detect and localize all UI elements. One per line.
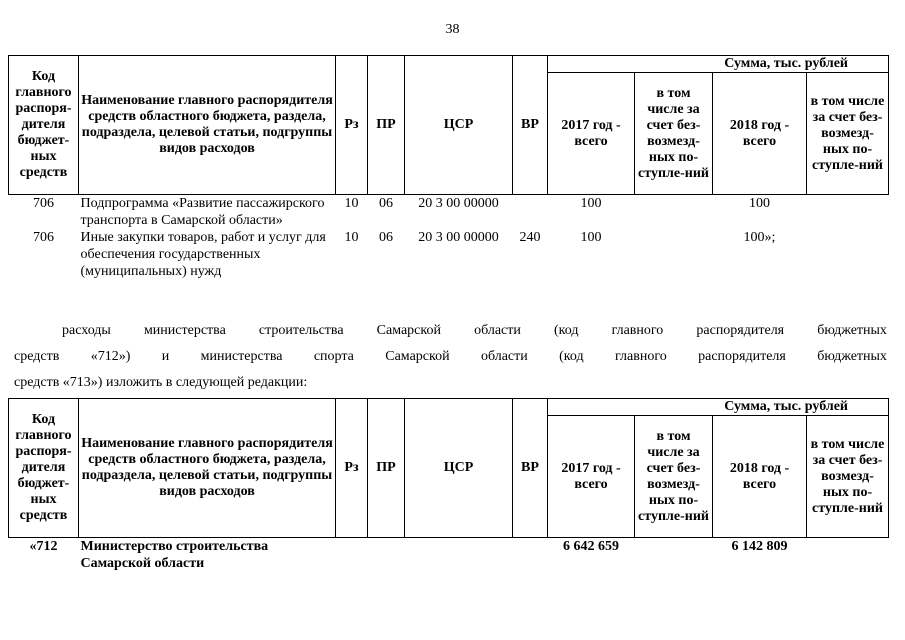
header-2018-total: 2018 год - всего [713,416,807,538]
header-rz: Рз [336,399,368,538]
header-rz: Рз [336,56,368,195]
header-vr: ВР [513,399,548,538]
cell-2018-total: 100»; [743,230,776,245]
header-pr: ПР [368,56,405,195]
paragraph-word: Самарской [385,349,450,364]
paragraph-word: и [161,349,170,364]
cell-2018-total: 100 [749,196,770,211]
header-code: Код главного распоря-дителя бюджет-ных средств [9,56,79,195]
budget-table-2 [8,398,889,572]
header-csr: ЦСР [405,56,513,195]
paragraph-line-2 [14,349,887,365]
paragraph-word: спорта [313,349,354,364]
paragraph-word: (код [559,349,584,364]
paragraph-word: расходы [62,323,111,338]
header-2018-total: 2018 год - всего [713,73,807,195]
cell-2018-free [807,229,889,280]
header-sum: Сумма, тыс. рублей [548,56,889,73]
cell-csr [405,538,513,573]
paragraph-word: средств [14,349,60,364]
table-row [9,538,889,573]
cell-name: Подпрограмма «Развитие пассажирского транспорта в Самарской области» [80,196,325,228]
cell-pr: 06 [379,230,393,245]
cell-pr [368,538,405,573]
cell-2018-total: 6 142 809 [731,539,788,554]
header-vr: ВР [513,56,548,195]
cell-name: Иные закупки товаров, работ и услуг для обеспечения государственных (муниципальных) нужд [80,230,326,279]
paragraph-line-1 [62,323,887,339]
paragraph-word: строительства [258,323,344,338]
header-pr: ПР [368,399,405,538]
paragraph-word: «712») [90,349,131,364]
paragraph-word: Самарской [376,323,441,338]
header-2018-free: в том числе за счет без-возмезд-ных по-ступле-ний [807,73,889,195]
cell-rz: 10 [344,196,359,211]
cell-2017-free [635,195,713,230]
header-code: Код главного распоря-дителя бюджет-ных средств [9,399,79,538]
paragraph-word: области [480,349,528,364]
header-name: Наименование главного распорядителя средств областного бюджета, раздела, подраздела, целевой статьи, подгруппы видов расходов [79,56,336,195]
header-2018-free: в том числе за счет без-возмезд-ных по-ступле-ний [807,416,889,538]
table-row [9,195,889,230]
cell-2017-free [635,229,713,280]
cell-pr: 06 [379,196,393,211]
header-2017-total: 2017 год - всего [548,73,635,195]
cell-2017-free [635,538,713,573]
cell-csr: 20 3 00 00000 [418,196,499,211]
cell-code: «712 [29,539,58,554]
header-name: Наименование главного распорядителя средств областного бюджета, раздела, подраздела, целевой статьи, подгруппы видов расходов [79,399,336,538]
header-sum: Сумма, тыс. рублей [548,399,889,416]
cell-vr [513,538,548,573]
cell-rz [336,538,368,573]
cell-2018-free [807,538,889,573]
paragraph-word: бюджетных [817,323,887,338]
paragraph-word: бюджетных [817,349,887,364]
header-2017-free: в том числе за счет без-возмезд-ных по-ступле-ний [635,73,713,195]
paragraph-word: (код [553,323,579,338]
paragraph-word: распорядителя [696,323,785,338]
header-2017-free: в том числе за счет без-возмезд-ных по-ступле-ний [635,416,713,538]
cell-rz: 10 [344,230,359,245]
paragraph-word: области [474,323,521,338]
budget-table-1 [8,55,889,280]
paragraph-line-3: средств «713») изложить в следующей редакции: [14,375,308,390]
header-csr: ЦСР [405,399,513,538]
paragraph-word: министерства [143,323,226,338]
cell-2017-total: 100 [580,196,602,211]
cell-2018-free [807,195,889,230]
cell-vr: 240 [519,230,541,245]
cell-code: 706 [33,196,54,211]
page-number: 38 [445,22,460,37]
table-row [9,229,889,280]
cell-code: 706 [33,230,54,245]
cell-name: Министерство строительства Самарской области [80,539,269,571]
paragraph-word: главного [615,349,667,364]
cell-2017-total: 100 [580,230,602,245]
cell-2017-total: 6 642 659 [563,539,619,554]
paragraph-word: министерства [200,349,283,364]
paragraph-word: главного [611,323,664,338]
cell-csr: 20 3 00 00000 [418,230,499,245]
paragraph-word: распорядителя [698,349,786,364]
header-2017-total: 2017 год - всего [548,416,635,538]
cell-vr [513,195,548,230]
